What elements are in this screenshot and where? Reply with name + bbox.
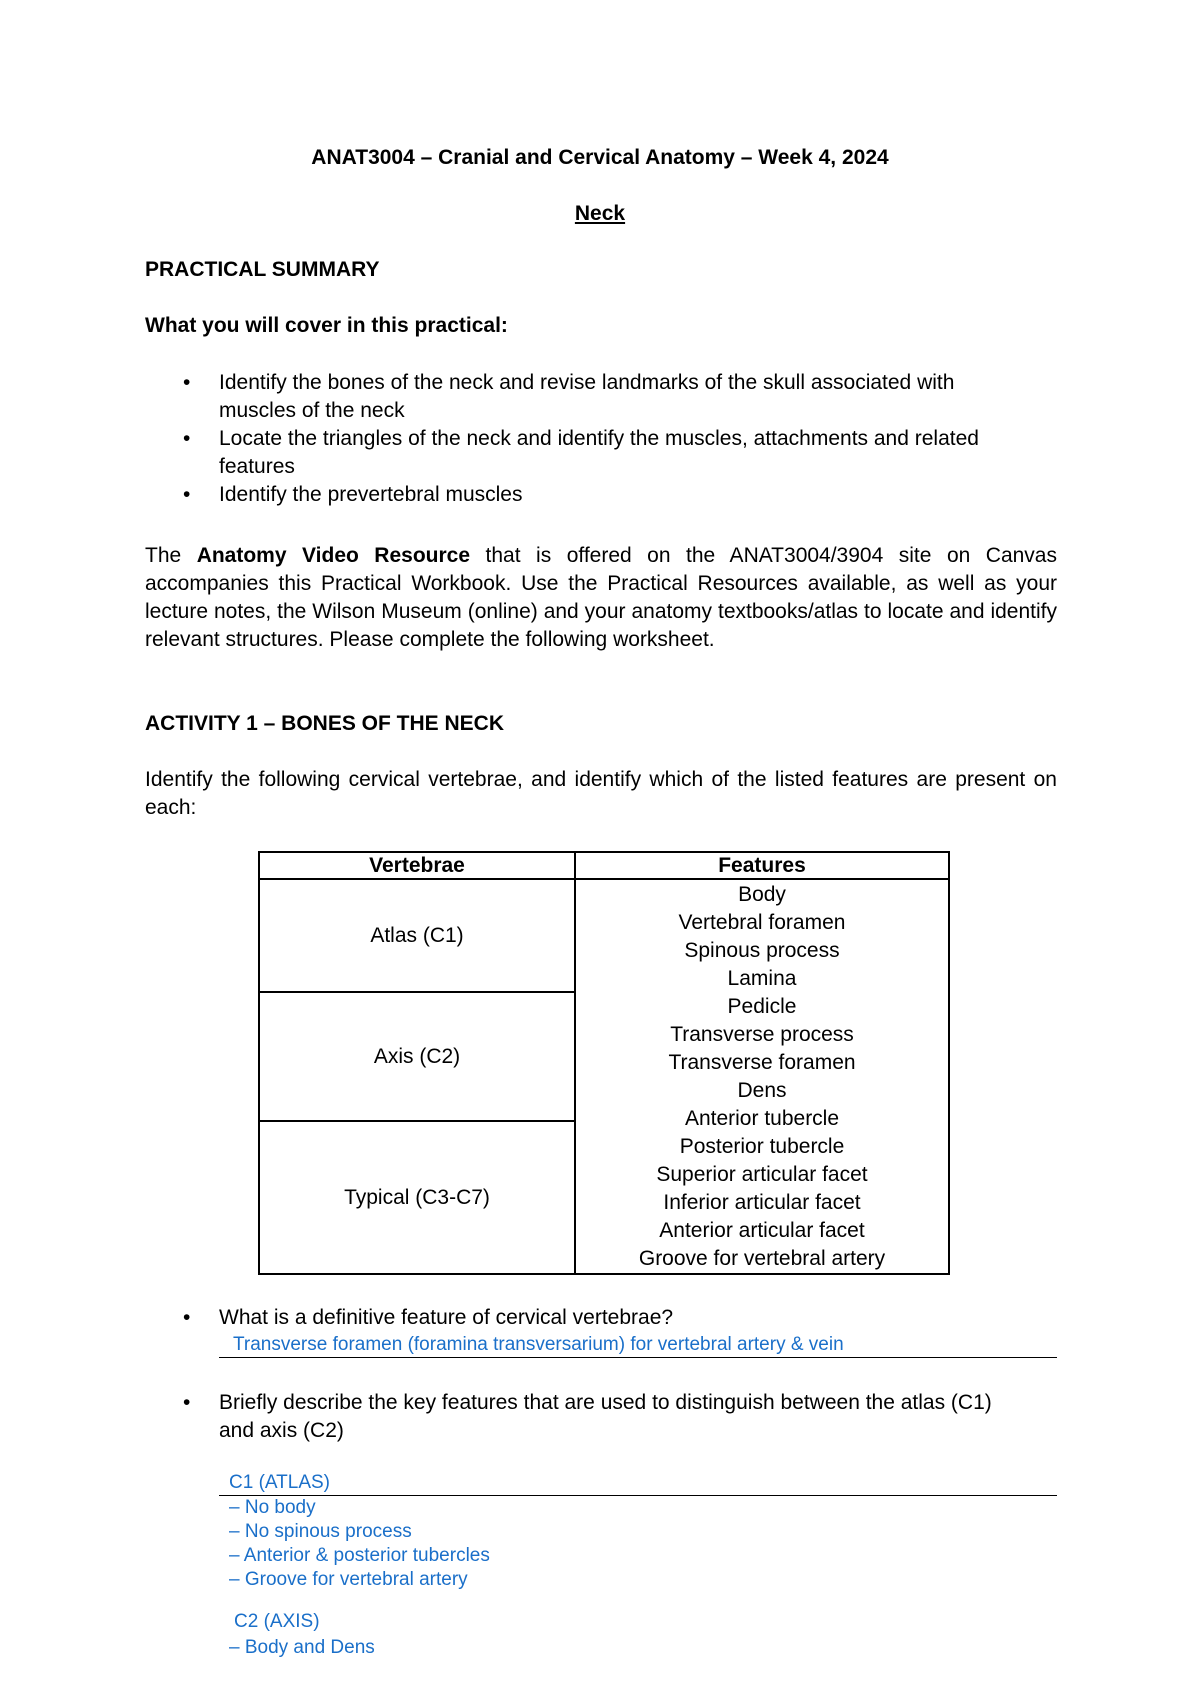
c2-points	[229, 1636, 375, 1660]
feature-item: Anterior articular facet	[659, 1219, 865, 1242]
question-1-text: • What is a definitive feature of cervical vertebrae?	[183, 1304, 1023, 1332]
feature-item: Vertebral foramen	[678, 911, 846, 934]
feature-item: Inferior articular facet	[663, 1191, 861, 1214]
question-2-text: • Briefly describe the key features that are used to distinguish between the atlas (C1) and axis (C2)	[183, 1389, 1023, 1445]
feature-item: Lamina	[727, 967, 797, 990]
activity1-intro: Identify the following cervical vertebrae, and identify which of the listed features are present on each:	[145, 768, 1057, 819]
intro-bold: Anatomy Video Resource	[196, 544, 471, 567]
feature-item: Transverse process	[670, 1023, 854, 1046]
list-item: – Body and Dens	[229, 1637, 375, 1658]
cover-list	[183, 369, 1023, 509]
c1-points	[229, 1496, 490, 1592]
table-row	[259, 879, 949, 992]
list-item: – No spinous process	[229, 1521, 412, 1542]
feature-item: Pedicle	[727, 995, 797, 1018]
intro-pre: The	[145, 544, 197, 567]
document-subtitle: Neck	[574, 202, 626, 225]
c1-label: C1 (ATLAS)	[219, 1470, 1057, 1496]
list-item: • Locate the triangles of the neck and identify the muscles, attachments and related features	[183, 425, 1023, 481]
activity1-heading: ACTIVITY 1 – BONES OF THE NECK	[145, 712, 504, 735]
question-1	[183, 1304, 1023, 1332]
feature-item: Body	[738, 883, 786, 906]
intro-paragraph	[145, 542, 1057, 654]
feature-item: Posterior tubercle	[679, 1135, 845, 1158]
list-item: – Anterior & posterior tubercles	[229, 1545, 490, 1566]
list-item: • Identify the bones of the neck and revise landmarks of the skull associated with muscles of the neck	[183, 369, 1023, 425]
c2-label: C2 (AXIS)	[234, 1611, 320, 1632]
list-item: • Identify the prevertebral muscles	[183, 481, 1023, 509]
feature-item: Transverse foramen	[668, 1051, 856, 1074]
question-2	[183, 1389, 1023, 1445]
cover-heading: What you will cover in this practical:	[145, 314, 508, 337]
vertebra-cell: Atlas (C1)	[259, 879, 575, 992]
feature-item: Groove for vertebral artery	[638, 1247, 886, 1270]
feature-item: Superior articular facet	[656, 1163, 868, 1186]
feature-item: Dens	[737, 1079, 787, 1102]
practical-summary-heading: PRACTICAL SUMMARY	[145, 258, 380, 281]
table-header-vertebrae: Vertebrae	[259, 852, 575, 879]
features-cell	[575, 879, 949, 1274]
vertebra-cell: Typical (C3-C7)	[259, 1121, 575, 1274]
intro-post: that is offered on the ANAT3004/3904 site on Canvas accompanies this Practical Workbook. Use the Practical Resources available, as well as your lecture notes, the Wilson Museum (online) and your anatomy textbooks/atlas to locate and identify relevant structures. Please complete the following worksheet.	[145, 544, 1057, 651]
document-title: ANAT3004 – Cranial and Cervical Anatomy – Week 4, 2024	[311, 146, 889, 169]
question-1-answer: Transverse foramen (foramina transversarium) for vertebral artery & vein	[219, 1332, 1057, 1358]
vertebra-cell: Axis (C2)	[259, 992, 575, 1121]
list-item: – No body	[229, 1497, 316, 1518]
feature-item: Spinous process	[684, 939, 840, 962]
table-header-row	[259, 852, 949, 879]
table-header-features: Features	[575, 852, 949, 879]
vertebrae-table	[258, 851, 950, 1275]
feature-item: Anterior tubercle	[684, 1107, 840, 1130]
list-item: – Groove for vertebral artery	[229, 1569, 468, 1590]
